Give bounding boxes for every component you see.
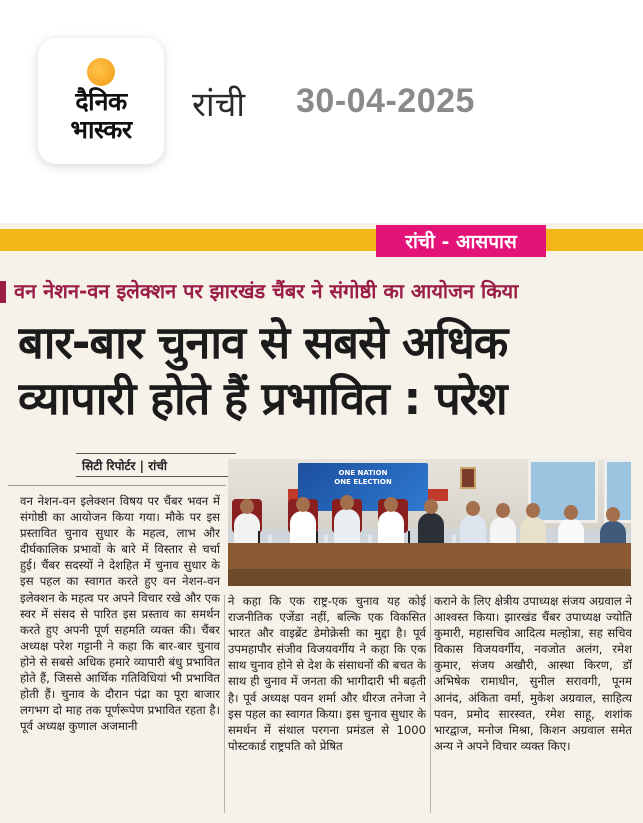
headline-line-2: व्यापारी होते हैं प्रभावित : परेश bbox=[18, 372, 507, 425]
article-column-2: ने कहा कि एक राष्ट्र-एक चुनाव यह कोई राजनीतिक एजेंडा नहीं, बल्कि एक विकसित भारत और वाइब्रेंट डेमोक्रेसी का मुद्दा है। पूर्व उपमहापौर संजीव विजयवर्गीय ने कहा कि एक साथ चुनाव होने से देश के संसाधनों की बचत के साथ ही चुनाव में जनता की भागीदारी भी बढ़ती है। पूर्व अध्यक्ष पवन शर्मा और धीरज तनेजा ने इस पहल का स्वागत किया। इस चुनाव सुधार के समर्थन में संथाल परगना प्रमंडल से 1000 पोस्टकार्ड राष्ट्रपति को प्रेषित bbox=[228, 594, 426, 753]
photo-floor bbox=[228, 569, 631, 586]
byline: सिटी रिपोर्टर | रांची bbox=[76, 453, 236, 477]
sun-icon bbox=[87, 58, 115, 86]
kicker-headline: वन नेशन-वन इलेक्शन पर झारखंड चैंबर ने संगोष्ठी का आयोजन किया bbox=[14, 279, 519, 303]
divider bbox=[8, 485, 226, 486]
column-divider bbox=[224, 595, 225, 813]
photo-portrait bbox=[460, 467, 476, 489]
photo-table bbox=[228, 543, 631, 569]
section-label: रांची - आसपास bbox=[376, 225, 546, 257]
column-divider bbox=[430, 595, 431, 813]
photo-mic bbox=[258, 531, 260, 543]
photo-mic bbox=[316, 531, 318, 543]
photo-person bbox=[334, 509, 360, 547]
dainik-bhaskar-logo bbox=[38, 38, 164, 164]
event-photo bbox=[228, 459, 631, 586]
photo-mic bbox=[408, 531, 410, 543]
newspaper-clipping bbox=[0, 223, 643, 823]
banner-text-line-1: ONE NATION bbox=[338, 469, 388, 477]
headline-line-1: बार-बार चुनाव से सबसे अधिक bbox=[18, 316, 508, 369]
section-band bbox=[0, 229, 643, 251]
city-label: रांची bbox=[192, 85, 246, 125]
banner-text-line-2: ONE ELECTION bbox=[334, 478, 392, 486]
logo-line-2: भास्कर bbox=[70, 115, 132, 144]
date-label: 30-04-2025 bbox=[296, 82, 475, 120]
article-column-3: कराने के लिए क्षेत्रीय उपाध्यक्ष संजय अग्रवाल ने आश्वस्त किया। झारखंड चैंबर उपाध्यक्ष ज्योति कुमारी, महासचिव आदित्य मल्होत्रा, सह सचिव विकास विजयवर्गीय, नवजोत अलंग, रमेश कुमार, संजय अखौरी, आस्था किरण, डॉ अभिषेक रामाधीन, सुनील सरावगी, पूनम आनंद, अंकिता वर्मा, मुकेश अग्रवाल, साहित्य पवन, प्रमोद सारस्वत, रमेश साहू, शशांक भारद्वाज, मनोज मिश्रा, किशन अग्रवाल समेत अन्य ने अपने विचार व्यक्त किए। bbox=[434, 594, 632, 753]
article-column-1: वन नेशन-वन इलेक्शन विषय पर चैंबर भवन में संगोष्ठी का आयोजन किया गया। मौके पर इस प्रस्तावित चुनाव सुधार के महत्व, लाभ और दीर्घकालिक प्रभावों के बारे में विस्तार से चर्चा हुई। चैंबर सदस्यों ने देशहित में चुनाव सुधार के इस पहल का स्वागत करते हुए वन नेशन-वन इलेक्शन के महत्व पर अपने विचार रखे और एक स्वर में संसद से पारित इस प्रस्ताव का समर्थन करते हुए अपनी पूर्ण सहमति व्यक्त की। चैंबर अध्यक्ष परेश गट्टानी ने कहा कि बार-बार चुनाव होने से सबसे अधिक हमारे व्यापारी बंधु प्रभावित होते हैं, जिससे आर्थिक गतिविधियां भी प्रभावित होती हैं। चुनाव के दौरान पंद्रा का पूरा बाजार लगभग दो माह तक पूर्णरूपेण प्रभावित रहता है। पूर्व अध्यक्ष कुणाल अजमानी bbox=[20, 494, 220, 734]
logo-line-1: दैनिक bbox=[75, 87, 127, 116]
kicker-bar bbox=[0, 281, 6, 303]
